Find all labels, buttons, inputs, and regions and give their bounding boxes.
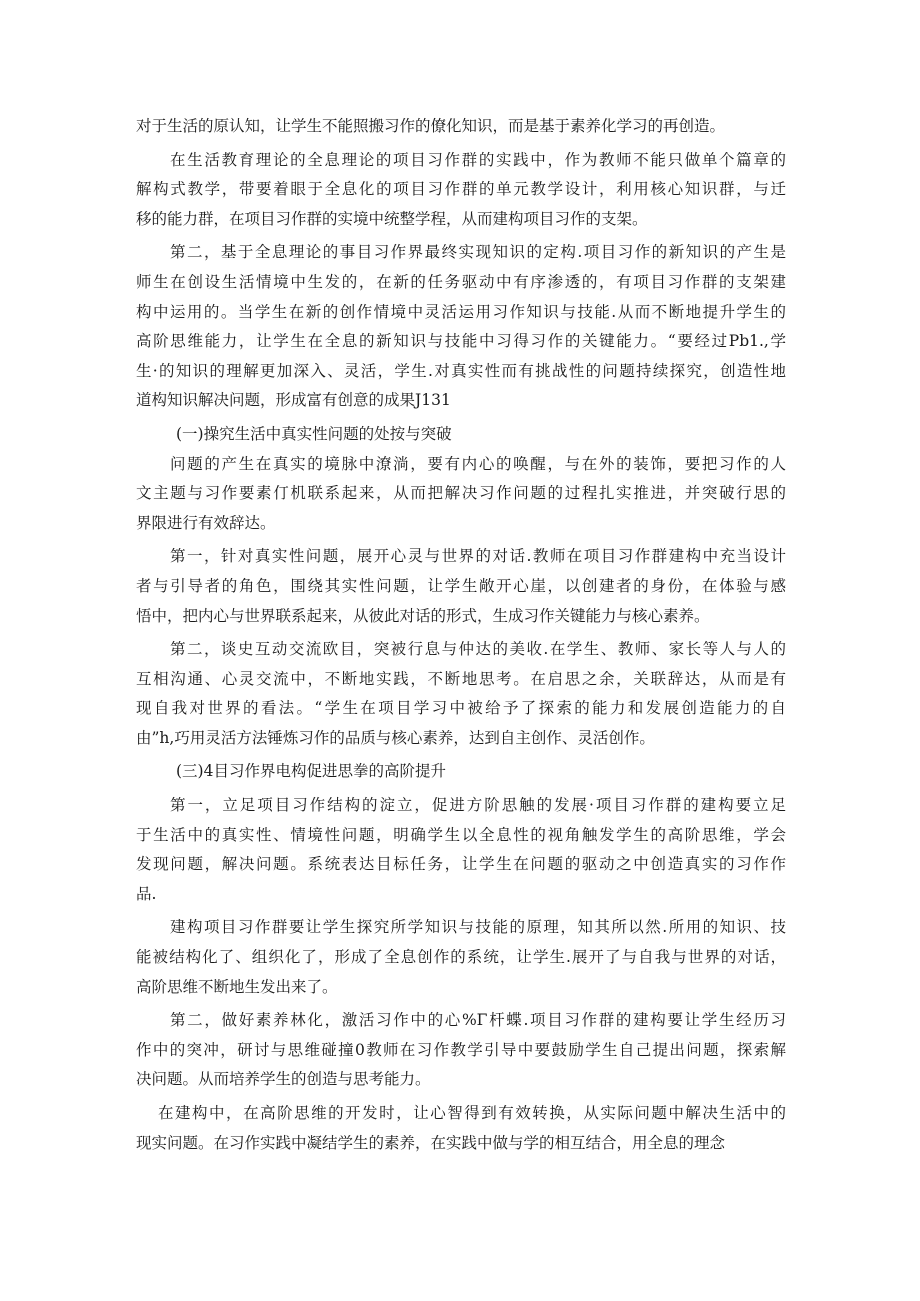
text-line: 问题的产生在真实的境脉中潦淌，要有内心的唤醒，与在外的装饰，要把习作的人 [170, 454, 786, 473]
paragraph [136, 450, 786, 539]
text-line: 文主题与习作要素仃机联系起来，从而把解决习作问题的过程扎实推进，并突破行思的 [136, 484, 786, 503]
text-line: 现实问题。在习作实践中凝结学生的素养，在实践中做与学的相互结合，用全息的理念 [136, 1133, 726, 1152]
text-line: 者与引导者的角色，围绕其实性问题，让学生敞开心崖，以创建者的身份，在体验与感 [136, 576, 786, 595]
text-line: 在建构中，在高阶思维的开发时，让心智得到有效转换，从实际问题中解决生活中的 [158, 1104, 786, 1122]
paragraph [136, 542, 786, 631]
text-line: (三)4目习作界电构促进思拳的高阶提升 [176, 762, 446, 781]
text-line: 悟中，把内心与世界联系起来，从彼此对话的形式，生成习作关键能力与核心素养。 [136, 606, 710, 625]
text-line: 第一，针对真实性问题，展开心灵与世界的对话.教师在项目习作群建构中充当设计 [170, 547, 786, 566]
text-line: 第二，做好素养林化，激活习作中的心%Γ杆蝶.项目习作群的建构要让学生经历习 [170, 1011, 786, 1030]
text-line: 高阶思维不断地生发出来了。 [136, 977, 338, 996]
text-line: 生·的知识的理解更加深入、灵活，学生.对真实性而有挑战性的问题持续探究，创造性地 [136, 361, 786, 380]
text-line: 道构知识解决问题，形成富有创意的成果J131 [136, 391, 451, 410]
text-line: 构中运用的。当学生在新的创作情境中灵活运用习作知识与技能.从而不断地提升学生的 [136, 302, 786, 321]
paragraph [136, 1006, 786, 1095]
text-line: 品. [136, 884, 157, 903]
paragraph [136, 791, 786, 909]
text-line: 第二，基于全息理论的事目习作界最终实现知识的定构.项目习作的新知识的产生是 [170, 243, 786, 262]
paragraph [136, 420, 786, 450]
text-line: 高阶思维能力，让学生在全息的新知识与技能中习得习作的关键能力。“要经过Pb1.,学 [136, 332, 786, 351]
paragraph [136, 757, 786, 787]
text-line: (一)操究生活中真实性问题的处按与突破 [176, 424, 452, 443]
text-line: 作中的突冲，研讨与思维碰撞0教师在习作教学引导中要鼓励学生自己提出问题，探索解 [136, 1040, 786, 1059]
text-line: 建构项目习作群要让学生探究所学知识与技能的原理，知其所以然.所用的知识、技 [170, 918, 786, 937]
paragraph [136, 238, 786, 416]
text-line: 现自我对世界的看法。“学生在项目学习中被给予了探索的能力和发展创造能力的自 [136, 699, 786, 718]
text-line: 发现问题，解决问题。系统表达目标任务，让学生在问题的驱动之中创造真实的习作作 [136, 855, 786, 874]
text-line: 师生在创设生活情境中生发的，在新的任务驱动中有序渗透的，有项目习作群的支架建 [136, 272, 786, 291]
text-line: 第一，立足项目习作结构的淀立，促进方阶思触的发展·项目习作群的建构要立足 [170, 796, 786, 815]
text-line: 互相沟通、心灵交流中，不断地实践，不断地思考。在启思之余，关联辞达，从而是有 [136, 669, 786, 688]
body-text [136, 112, 786, 1162]
text-line: 对于生活的原认知，让学生不能照搬习作的僚化知识，而是基于素养化学习的再创造。 [136, 117, 726, 135]
text-line: 由”h,巧用灵活方法锤炼习作的品质与核心素养，达到自主创作、灵活创作。 [136, 728, 655, 747]
text-line: 于生活中的真实性、情境性问题，明确学生以全息性的视角触发学生的高阶思维，学会 [136, 825, 786, 844]
paragraph [136, 913, 786, 1002]
text-line: 在生活教育理论的全息理论的项目习作群的实践中，作为教师不能只做单个篇章的 [170, 150, 786, 169]
text-line: 第二，谈史互动交流欧目，突被行息与仲达的美收.在学生、教师、家长等人与人的 [170, 640, 786, 659]
paragraph [136, 112, 786, 142]
paragraph [136, 635, 786, 753]
text-line: 解构式教学，带要着眼于全息化的项目习作群的单元教学设计，利用核心知识群，与迁 [136, 180, 786, 199]
text-line: 决问题。从而培养学生的创造与思考能力。 [136, 1070, 431, 1089]
paragraph [136, 146, 786, 235]
text-line: 界限进行有效辞达。 [136, 513, 276, 532]
text-line: 移的能力群，在项目习作群的实境中统整学程，从而建构项目习作的支架。 [136, 209, 648, 228]
paragraph [136, 1099, 786, 1158]
text-line: 能被结构化了、组织化了，形成了全息创作的系统，让学生.展开了与自我与世界的对话， [136, 948, 786, 967]
